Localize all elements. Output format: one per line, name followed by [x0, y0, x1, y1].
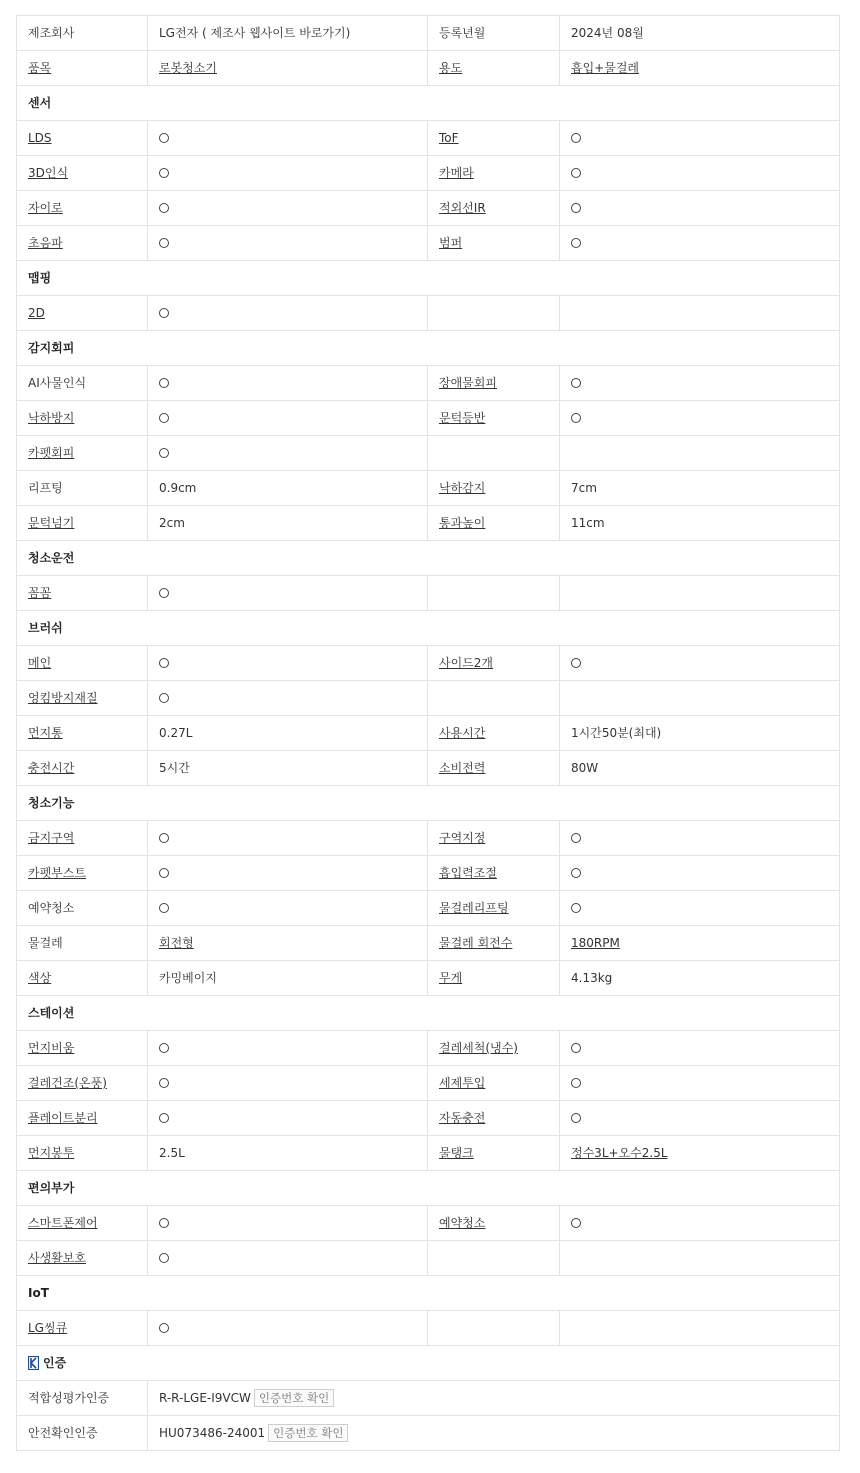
- spec-value-cell: [148, 856, 428, 891]
- cert-value-cell: [148, 1381, 840, 1416]
- spec-row: [17, 401, 840, 436]
- supported-circle-icon: [159, 833, 169, 843]
- spec-label-cell: [17, 576, 148, 611]
- spec-label-cell: [428, 401, 560, 436]
- spec-value-cell: [148, 436, 428, 471]
- spec-value: 7cm: [571, 481, 597, 495]
- spec-value-cell: [148, 1136, 428, 1171]
- spec-label-cell: [17, 191, 148, 226]
- section-header-row: [17, 331, 840, 366]
- spec-value-cell: [560, 121, 840, 156]
- spec-label[interactable]: 범퍼: [439, 236, 463, 250]
- spec-label-cell: [17, 1066, 148, 1101]
- supported-circle-icon: [159, 1253, 169, 1263]
- supported-circle-icon: [159, 133, 169, 143]
- spec-value-cell: [560, 646, 840, 681]
- spec-label: AI사물인식: [28, 376, 87, 390]
- section-title: [17, 541, 840, 576]
- cert-number: R-R-LGE-I9VCW: [159, 1391, 251, 1405]
- spec-label-cell: [428, 751, 560, 786]
- spec-label-cell: [17, 716, 148, 751]
- spec-label: 제조회사: [28, 26, 75, 40]
- supported-circle-icon: [159, 1218, 169, 1228]
- cert-value-cell: [148, 1416, 840, 1451]
- spec-label-cell: [428, 646, 560, 681]
- spec-value-cell: [148, 751, 428, 786]
- spec-value-cell: [148, 51, 428, 86]
- spec-label-cell: [428, 891, 560, 926]
- spec-label-cell: [17, 681, 148, 716]
- spec-label[interactable]: 메인: [28, 656, 52, 670]
- supported-circle-icon: [571, 168, 581, 178]
- spec-value-cell: [148, 191, 428, 226]
- supported-circle-icon: [159, 203, 169, 213]
- spec-row: [17, 506, 840, 541]
- spec-label-cell: [17, 926, 148, 961]
- spec-label[interactable]: 물걸레 회전수: [439, 936, 513, 950]
- section-title-text: 인증: [43, 1356, 67, 1370]
- spec-label[interactable]: 카메라: [439, 166, 474, 180]
- spec-label-cell: [428, 1241, 560, 1276]
- spec-row: [17, 121, 840, 156]
- supported-circle-icon: [159, 238, 169, 248]
- supported-circle-icon: [571, 1043, 581, 1053]
- spec-label-cell: [17, 891, 148, 926]
- spec-label[interactable]: 색상: [28, 971, 52, 985]
- spec-value-cell: [148, 821, 428, 856]
- spec-row: [17, 436, 840, 471]
- section-title: [17, 261, 840, 296]
- spec-label[interactable]: 무게: [439, 971, 463, 985]
- supported-circle-icon: [571, 833, 581, 843]
- spec-value: 1시간50분(최대): [571, 726, 662, 740]
- spec-row: [17, 1136, 840, 1171]
- spec-label[interactable]: 자동충전: [439, 1111, 486, 1125]
- spec-value[interactable]: 흡입+물걸레: [571, 61, 640, 75]
- spec-label[interactable]: 문턱넘기: [28, 516, 75, 530]
- spec-value-cell: [148, 1101, 428, 1136]
- section-header-row: [17, 1276, 840, 1311]
- supported-circle-icon: [571, 413, 581, 423]
- spec-row: [17, 51, 840, 86]
- spec-value: 4.13kg: [571, 971, 613, 985]
- section-title: [17, 1346, 840, 1381]
- spec-label-cell: [17, 646, 148, 681]
- spec-label-cell: [428, 926, 560, 961]
- spec-label[interactable]: 문턱등반: [439, 411, 486, 425]
- section-header-row: [17, 261, 840, 296]
- spec-label[interactable]: 구역지정: [439, 831, 486, 845]
- spec-row: [17, 856, 840, 891]
- spec-label[interactable]: 스마트폰제어: [28, 1216, 98, 1230]
- spec-value-cell: [148, 1206, 428, 1241]
- spec-table: [16, 15, 840, 1451]
- spec-label: 예약청소: [28, 901, 75, 915]
- spec-label[interactable]: 사생활보호: [28, 1251, 86, 1265]
- spec-label[interactable]: 물탱크: [439, 1146, 474, 1160]
- spec-row: [17, 226, 840, 261]
- spec-value-cell: [560, 51, 840, 86]
- spec-row: [17, 16, 840, 51]
- supported-circle-icon: [571, 868, 581, 878]
- spec-value-cell: [560, 576, 840, 611]
- spec-value[interactable]: 로봇청소기: [159, 61, 217, 75]
- supported-circle-icon: [159, 448, 169, 458]
- supported-circle-icon: [159, 693, 169, 703]
- spec-row: [17, 1031, 840, 1066]
- spec-value-cell: [560, 1101, 840, 1136]
- spec-row: [17, 156, 840, 191]
- spec-row: [17, 1206, 840, 1241]
- supported-circle-icon: [571, 203, 581, 213]
- spec-label[interactable]: LG씽큐: [28, 1321, 68, 1335]
- spec-label[interactable]: 통과높이: [439, 516, 486, 530]
- spec-value-cell: [148, 646, 428, 681]
- spec-row: [17, 576, 840, 611]
- supported-circle-icon: [159, 378, 169, 388]
- spec-value-cell: [148, 1031, 428, 1066]
- spec-label-cell: [428, 226, 560, 261]
- spec-value: 카밍베이지: [159, 971, 217, 985]
- spec-label-cell: [428, 296, 560, 331]
- spec-value-cell: [560, 716, 840, 751]
- spec-row: [17, 1066, 840, 1101]
- spec-label[interactable]: 장애물회피: [439, 376, 497, 390]
- spec-label-cell: [428, 191, 560, 226]
- section-title: [17, 611, 840, 646]
- spec-label-cell: [428, 366, 560, 401]
- spec-label-cell: [17, 366, 148, 401]
- verify-cert-button[interactable]: 인증번호 확인: [268, 1424, 348, 1442]
- supported-circle-icon: [571, 903, 581, 913]
- spec-value: 11cm: [571, 516, 605, 530]
- spec-label[interactable]: 카펫회피: [28, 446, 75, 460]
- spec-label[interactable]: 초음파: [28, 236, 63, 250]
- section-header-row: [17, 1346, 840, 1381]
- section-header-row: [17, 786, 840, 821]
- spec-label-cell: [428, 471, 560, 506]
- spec-value: 2.5L: [159, 1146, 185, 1160]
- spec-label-cell: [428, 961, 560, 996]
- spec-value-cell: [560, 506, 840, 541]
- spec-label-cell: [17, 156, 148, 191]
- spec-label-cell: [428, 716, 560, 751]
- spec-row: [17, 296, 840, 331]
- spec-label[interactable]: 용도: [439, 61, 463, 75]
- spec-label-cell: [17, 401, 148, 436]
- spec-row: [17, 751, 840, 786]
- supported-circle-icon: [159, 413, 169, 423]
- spec-value: 80W: [571, 761, 599, 775]
- section-header-row: [17, 541, 840, 576]
- spec-label[interactable]: 품목: [28, 61, 52, 75]
- spec-label-cell: [17, 821, 148, 856]
- spec-value: 5시간: [159, 761, 190, 775]
- section-title: [17, 1276, 840, 1311]
- spec-value-cell: [148, 891, 428, 926]
- spec-label[interactable]: 물걸레리프팅: [439, 901, 509, 915]
- spec-label[interactable]: 걸레건조(온풍): [28, 1076, 107, 1090]
- spec-label[interactable]: ToF: [439, 131, 459, 145]
- spec-label-cell: [17, 1101, 148, 1136]
- spec-label[interactable]: 먼지통: [28, 726, 63, 740]
- spec-label-cell: [428, 1311, 560, 1346]
- spec-value-cell: [148, 926, 428, 961]
- spec-value-cell: [148, 156, 428, 191]
- spec-label[interactable]: 2D: [28, 306, 45, 320]
- section-header-row: [17, 86, 840, 121]
- supported-circle-icon: [571, 658, 581, 668]
- spec-row: [17, 191, 840, 226]
- section-title-text: 스테이션: [28, 1006, 75, 1020]
- spec-label[interactable]: 적외선IR: [439, 201, 486, 215]
- spec-label-cell: [17, 1206, 148, 1241]
- spec-label: 물걸레: [28, 936, 63, 950]
- section-title: [17, 331, 840, 366]
- spec-label-cell: [428, 1101, 560, 1136]
- supported-circle-icon: [571, 238, 581, 248]
- spec-label-cell: [428, 51, 560, 86]
- spec-value-cell: [148, 576, 428, 611]
- supported-circle-icon: [159, 903, 169, 913]
- spec-value[interactable]: 정수3L+오수2.5L: [571, 1146, 668, 1160]
- spec-row: [17, 716, 840, 751]
- spec-value-cell: [560, 296, 840, 331]
- section-title: [17, 786, 840, 821]
- spec-label[interactable]: 플레이트분리: [28, 1111, 98, 1125]
- supported-circle-icon: [159, 308, 169, 318]
- spec-label[interactable]: 소비전력: [439, 761, 486, 775]
- spec-label-cell: [17, 961, 148, 996]
- spec-value-cell: [148, 1241, 428, 1276]
- spec-value-cell: [148, 401, 428, 436]
- section-title-text: 감지회피: [28, 341, 75, 355]
- spec-row: [17, 821, 840, 856]
- spec-label[interactable]: 먼지비움: [28, 1041, 75, 1055]
- spec-value: 2cm: [159, 516, 185, 530]
- spec-row: [17, 366, 840, 401]
- spec-label[interactable]: 사용시간: [439, 726, 486, 740]
- spec-row: [17, 891, 840, 926]
- spec-label-cell: [17, 121, 148, 156]
- spec-label-cell: [428, 821, 560, 856]
- spec-value-cell: [560, 366, 840, 401]
- spec-label-cell: [17, 751, 148, 786]
- supported-circle-icon: [159, 1043, 169, 1053]
- spec-label[interactable]: 낙하방지: [28, 411, 75, 425]
- supported-circle-icon: [571, 133, 581, 143]
- supported-circle-icon: [159, 1078, 169, 1088]
- spec-value-cell: [560, 401, 840, 436]
- spec-row: [17, 1381, 840, 1416]
- spec-value: 2024년 08월: [571, 26, 644, 40]
- supported-circle-icon: [571, 1113, 581, 1123]
- spec-label[interactable]: 엉킴방지재질: [28, 691, 98, 705]
- spec-row: [17, 926, 840, 961]
- section-title: [17, 996, 840, 1031]
- spec-row: [17, 1416, 840, 1451]
- spec-label[interactable]: LDS: [28, 131, 52, 145]
- spec-row: [17, 1101, 840, 1136]
- spec-value-cell: [560, 191, 840, 226]
- spec-value-cell: [560, 471, 840, 506]
- spec-value-cell: [560, 926, 840, 961]
- spec-label-cell: [428, 856, 560, 891]
- spec-label-cell: [428, 121, 560, 156]
- spec-label-cell: [17, 1311, 148, 1346]
- spec-label[interactable]: 사이드2개: [439, 656, 494, 670]
- section-header-row: [17, 1171, 840, 1206]
- spec-label[interactable]: 낙하감지: [439, 481, 486, 495]
- spec-value-cell: [560, 226, 840, 261]
- kc-certification-icon: [28, 1356, 39, 1370]
- spec-value-cell: [560, 156, 840, 191]
- spec-label[interactable]: 걸레세척(냉수): [439, 1041, 518, 1055]
- spec-value-cell: [560, 751, 840, 786]
- spec-value-cell: [148, 1311, 428, 1346]
- section-header-row: [17, 996, 840, 1031]
- spec-label: 등록년월: [439, 26, 486, 40]
- spec-label[interactable]: 꼼꼼: [28, 586, 52, 600]
- spec-row: [17, 646, 840, 681]
- verify-cert-button[interactable]: 인증번호 확인: [254, 1389, 334, 1407]
- spec-label-cell: [17, 51, 148, 86]
- spec-value-cell: [560, 1311, 840, 1346]
- spec-value-cell: [148, 681, 428, 716]
- spec-label-cell: [428, 436, 560, 471]
- spec-value-cell: [560, 1241, 840, 1276]
- spec-value[interactable]: 180RPM: [571, 936, 620, 950]
- spec-label-cell: [428, 1031, 560, 1066]
- spec-value: LG전자 ( 제조사 웹사이트 바로가기): [159, 26, 351, 40]
- section-title-text: 청소기능: [28, 796, 75, 810]
- spec-label-cell: [428, 16, 560, 51]
- spec-label-cell: [17, 296, 148, 331]
- spec-label-cell: [17, 436, 148, 471]
- spec-value-cell: [560, 16, 840, 51]
- spec-table-container: [16, 15, 839, 1451]
- section-title-text: 청소운전: [28, 551, 75, 565]
- spec-value-cell: [560, 436, 840, 471]
- spec-value-cell: [560, 1066, 840, 1101]
- spec-row: [17, 471, 840, 506]
- spec-row: [17, 1311, 840, 1346]
- spec-label-cell: [17, 1031, 148, 1066]
- section-title: [17, 86, 840, 121]
- section-title-text: 센서: [28, 96, 52, 110]
- spec-value-cell: [148, 471, 428, 506]
- spec-value-cell: [560, 821, 840, 856]
- cert-label: 적합성평가인증: [17, 1381, 148, 1416]
- spec-value-cell: [148, 16, 428, 51]
- supported-circle-icon: [159, 1113, 169, 1123]
- supported-circle-icon: [571, 1218, 581, 1228]
- spec-label-cell: [428, 506, 560, 541]
- spec-row: [17, 681, 840, 716]
- spec-value-cell: [560, 1206, 840, 1241]
- spec-label-cell: [17, 1241, 148, 1276]
- supported-circle-icon: [159, 1323, 169, 1333]
- section-title-text: 브러쉬: [28, 621, 63, 635]
- spec-label-cell: [428, 576, 560, 611]
- section-title-text: 편의부가: [28, 1181, 75, 1195]
- spec-label-cell: [428, 1066, 560, 1101]
- spec-label-cell: [428, 681, 560, 716]
- supported-circle-icon: [159, 868, 169, 878]
- cert-label: 안전확인인증: [17, 1416, 148, 1451]
- spec-row: [17, 1241, 840, 1276]
- supported-circle-icon: [159, 658, 169, 668]
- spec-label-cell: [428, 156, 560, 191]
- section-title-text: 맵핑: [28, 271, 52, 285]
- supported-circle-icon: [571, 1078, 581, 1088]
- spec-label-cell: [428, 1206, 560, 1241]
- spec-value-cell: [560, 856, 840, 891]
- section-header-row: [17, 611, 840, 646]
- spec-value-cell: [560, 961, 840, 996]
- spec-label-cell: [17, 856, 148, 891]
- spec-value-cell: [560, 1031, 840, 1066]
- spec-label[interactable]: 예약청소: [439, 1216, 486, 1230]
- spec-label[interactable]: 먼지봉투: [28, 1146, 75, 1160]
- spec-label-cell: [17, 506, 148, 541]
- spec-label: 리프팅: [28, 481, 63, 495]
- spec-label-cell: [17, 226, 148, 261]
- spec-value-cell: [148, 226, 428, 261]
- spec-value-cell: [148, 1066, 428, 1101]
- cert-number: HU073486-24001: [159, 1426, 266, 1440]
- supported-circle-icon: [159, 168, 169, 178]
- spec-value-cell: [148, 961, 428, 996]
- spec-label[interactable]: 카펫부스트: [28, 866, 86, 880]
- supported-circle-icon: [159, 588, 169, 598]
- spec-label-cell: [428, 1136, 560, 1171]
- section-title-text: IoT: [28, 1286, 49, 1300]
- spec-value-cell: [148, 121, 428, 156]
- spec-value: 0.9cm: [159, 481, 197, 495]
- spec-label[interactable]: 세제투입: [439, 1076, 486, 1090]
- spec-label[interactable]: 3D인식: [28, 166, 69, 180]
- spec-value: 0.27L: [159, 726, 193, 740]
- spec-value-cell: [148, 296, 428, 331]
- supported-circle-icon: [571, 378, 581, 388]
- spec-value-cell: [148, 506, 428, 541]
- spec-label-cell: [17, 471, 148, 506]
- spec-label[interactable]: 자이로: [28, 201, 63, 215]
- spec-label[interactable]: 흡입력조절: [439, 866, 497, 880]
- section-title: [17, 1171, 840, 1206]
- spec-row: [17, 961, 840, 996]
- spec-value[interactable]: 회전형: [159, 936, 194, 950]
- spec-label-cell: [17, 16, 148, 51]
- spec-value-cell: [560, 1136, 840, 1171]
- spec-label-cell: [17, 1136, 148, 1171]
- spec-value-cell: [148, 716, 428, 751]
- spec-value-cell: [148, 366, 428, 401]
- spec-label[interactable]: 충전시간: [28, 761, 75, 775]
- spec-label[interactable]: 금지구역: [28, 831, 75, 845]
- spec-value-cell: [560, 891, 840, 926]
- spec-value-cell: [560, 681, 840, 716]
